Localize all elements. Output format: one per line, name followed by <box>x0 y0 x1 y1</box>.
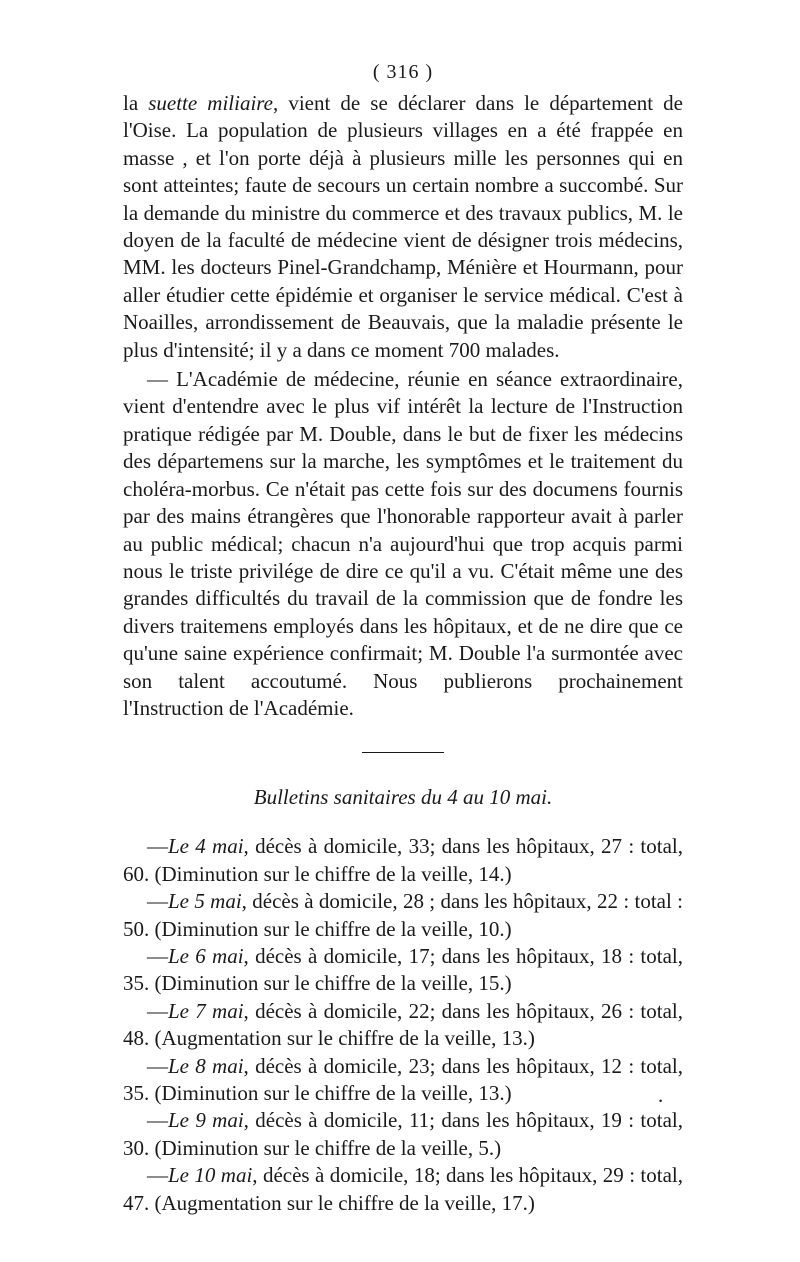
section-divider <box>362 752 444 753</box>
bulletin-text: , décès à domicile, 23; dans les hôpitaux, 12 : total, 35. (Diminution sur le chiffre de la veille, 13.) <box>123 1053 683 1105</box>
bulletin-date: Le 7 mai <box>168 998 244 1023</box>
bulletin-date: Le 10 mai <box>168 1163 253 1188</box>
bulletin-date: Le 5 mai <box>168 889 242 914</box>
bulletin-entry <box>123 1107 683 1162</box>
page-number: ( 316 ) <box>372 61 434 83</box>
disease-name: suette miliaire <box>148 91 274 115</box>
bulletin-dash: — <box>147 1053 168 1078</box>
bulletin-list <box>123 833 683 1217</box>
bulletin-date: Le 4 mai <box>168 834 244 859</box>
document-page <box>123 58 683 1217</box>
bulletin-dash: — <box>147 943 168 968</box>
bulletin-text: , décès à domicile, 22; dans les hôpitaux, 26 : total, 48. (Augmentation sur le chiffre de la veille, 13.) <box>123 998 683 1051</box>
bulletin-date: Le 9 mai <box>168 1108 244 1133</box>
paragraph-lead: la <box>123 91 149 115</box>
paragraph-suette-miliaire <box>123 90 683 364</box>
paragraph-academie: — L'Académie de médecine, réunie en séance extraordinaire, vient d'entendre avec le plus vif intérêt la lecture de l'Instruction pratique rédigée par M. Double, dans le but de fixer les médecins des départemens sur la marche, les symptômes et le traitement du choléra-morbus. Ce n'était pas cette fois sur des documens fournis par des mains étrangères que l'honorable rapporteur avait à parler au public médical; chacun n'a aujourd'hui que trop acquis parmi nous le triste privilége de dire ce qu'il a vu. C'était même une des grandes difficultés du travail de la commission que de fondre les divers traitemens employés dans les hôpitaux, et de ne dire que ce qu'une saine expérience confirmait; M. Double l'a surmontée avec son talent accoutumé. Nous publierons prochainement l'Instruction de l'Académie. <box>123 367 683 720</box>
bulletin-dash: — <box>147 1108 168 1133</box>
bulletin-dash: — <box>147 834 168 859</box>
bulletin-entry <box>123 943 683 998</box>
bulletin-date: Le 8 mai <box>168 1053 244 1078</box>
bulletin-text: , décès à domicile, 33; dans les hôpitaux, 27 : total, 60. (Diminution sur le chiffre de la veille, 14.) <box>123 834 683 886</box>
bulletin-text: , décès à domicile, 11; dans les hôpitaux, 19 : total, 30. (Diminution sur le chiffre de la veille, 5.) <box>123 1108 683 1160</box>
bulletin-entry <box>123 998 683 1053</box>
bulletin-entry <box>123 1053 683 1108</box>
bulletin-text: , décès à domicile, 18; dans les hôpitaux, 29 : total, 47. (Augmentation sur le chiffre de la veille, 17.) <box>123 1163 683 1215</box>
bulletin-entry <box>123 833 683 888</box>
bulletin-entry <box>123 1162 683 1217</box>
bulletin-dash: — <box>147 1163 168 1188</box>
bulletin-entry <box>123 888 683 943</box>
trailing-mark: . <box>658 1083 664 1107</box>
bulletin-date: Le 6 mai <box>168 943 244 968</box>
bulletin-dash: — <box>147 998 168 1023</box>
bulletin-text: , décès à domicile, 28 ; dans les hôpitaux, 22 : total : 50. (Diminution sur le chiffre de la veille, 10.) <box>123 889 683 941</box>
paragraph-body: , vient de se déclarer dans le département de l'Oise. La population de plusieurs villages en a été frappée en masse , et l'on porte déjà à plusieurs mille les personnes qui en sont atteintes; faute de secours un certain nombre a succombé. Sur la demande du ministre du commerce et des travaux publics, M. le doyen de la faculté de médecine vient de désigner trois médecins, MM. les docteurs Pinel-Grandchamp, Ménière et Hourmann, pour aller étudier cette épidémie et organiser le service médical. C'est à Noailles, arrondissement de Beauvais, que la maladie présente le plus d'intensité; il y a dans ce moment 700 malades. <box>123 91 683 362</box>
bulletin-dash: — <box>147 889 168 914</box>
bulletin-text: , décès à domicile, 17; dans les hôpitaux, 18 : total, 35. (Diminution sur le chiffre de la veille, 15.) <box>123 943 683 996</box>
section-title: Bulletins sanitaires du 4 au 10 mai. <box>253 785 553 810</box>
